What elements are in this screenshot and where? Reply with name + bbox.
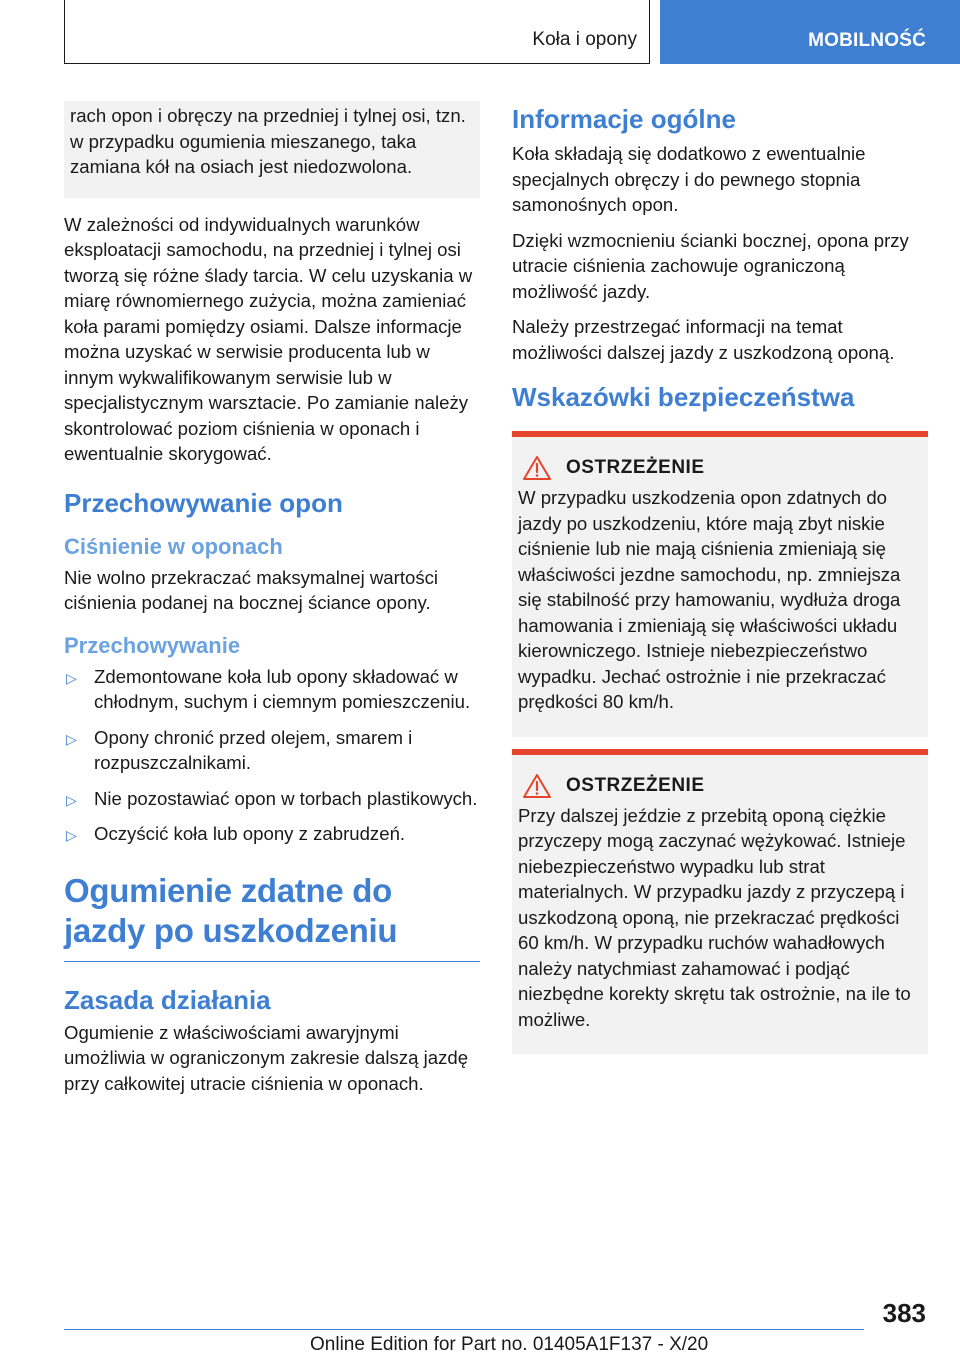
intro-paragraph: W zależności od indywidualnych warunków eksploatacji samochodu, na przedniej i tylnej osi tworzą się różne ślady tarcia. W celu uzyskania w miarę równomiernego zużycia, można zamieniać koła parami pomiędzy osiami. Dalsze informacje można uzyskać w serwisie producenta lub w innym wykwalifikowanym serwisie lub w specjalistycznym warsztacie. Po zamianie należy skontrolować poziom ciśnienia w oponach i ewentualnie skorygować. (64, 213, 473, 464)
warning-box-1 (512, 431, 928, 737)
warning-triangle-icon (522, 455, 552, 481)
triangle-bullet-icon: ▷ (66, 669, 77, 686)
list-item (64, 664, 480, 715)
pressure-heading: Ciśnienie w oponach (64, 533, 283, 559)
storage-bullet-list (64, 664, 480, 847)
warning-text: W przypadku uszkodzenia opon zdatnych do jazdy po uszkodzeniu, które mają zbyt niskie ciśnienie lub nie mają ciśnienia zmieniają się właściwości jezdne samochodu, np. zmniejsza się stabilność przy hamowaniu, wydłuża droga hamowania i zmieniają się właściwości układu kierowniczego. Istnieje niebezpieczeństwo wypadku. Jechać ostrożnie i nie przekraczać prędkości 80 km/h. (518, 487, 901, 712)
principle-heading: Zasada działania (64, 984, 271, 1015)
pressure-paragraph: Nie wolno przekraczać maksymalnej wartości ciśnienia podanej na bocznej ściance opony. (64, 566, 439, 613)
storage-heading: Przechowywanie opon (64, 487, 343, 518)
list-item-text: Nie pozostawiać opon w torbach plastikowych. (94, 787, 478, 809)
general-paragraph-1: Koła składają się dodatkowo z ewentualnie specjalnych obręczy i do pewnego stopnia samonośnych opon. (512, 143, 866, 215)
continued-note-text: rach opon i obręczy na przedniej i tylnej osi, tzn. w przypadku ogumienia mieszanego, taka zamiana kół na osiach jest niedozwolona. (70, 105, 466, 177)
heading-divider (64, 961, 480, 962)
warning-header (518, 773, 922, 799)
header-chapter-label: MOBILNOŚĆ (808, 30, 926, 51)
general-heading: Informacje ogólne (512, 104, 736, 134)
page-number: 383 (882, 1298, 926, 1328)
header-section-box (64, 0, 650, 64)
header-section-title: Koła i opony (532, 29, 637, 50)
right-column (512, 101, 928, 1066)
header-chapter-tab[interactable] (660, 0, 960, 64)
general-paragraph-2: Dzięki wzmocnieniu ścianki bocznej, opona przy utracie ciśnienia zachowuje ograniczoną możliwość jazdy. (512, 229, 909, 302)
footer-edition-text: Online Edition for Part no. 01405A1F137 - X/20 (310, 1334, 709, 1355)
triangle-bullet-icon: ▷ (66, 827, 77, 843)
runflat-heading: Ogumienie zdatne do jazdy po uszkodzeniu (64, 871, 398, 949)
list-item (64, 725, 480, 776)
warning-header (518, 455, 922, 481)
warning-box-2 (512, 749, 928, 1055)
warning-triangle-icon (522, 773, 552, 799)
principle-paragraph: Ogumienie z właściwościami awaryjnymi umożliwia w ograniczonym zakresie dalszą jazdę przy całkowitej utracie ciśnienia w oponach. (64, 1021, 469, 1094)
list-item (64, 821, 480, 847)
list-item-text: Zdemontowane koła lub opony składować w chłodnym, suchym i ciemnym pomieszczeniu. (94, 665, 471, 712)
footer-divider (64, 1329, 864, 1330)
list-item-text: Oczyścić koła lub opony z zabrudzeń. (94, 823, 406, 844)
list-item (64, 786, 480, 812)
warning-title: OSTRZEŻENIE (566, 457, 705, 478)
triangle-bullet-icon: ▷ (66, 791, 77, 808)
triangle-bullet-icon: ▷ (66, 730, 77, 747)
safety-heading: Wskazówki bezpieczeństwa (512, 382, 855, 412)
warning-text: Przy dalszej jeździe z przebitą oponą ciężkie przyczepy mogą zaczynać wężykować. Istnieje niebezpieczeństwo wypadku lub strat materialnych. W przypadku jazdy z przyczepą i uszkodzoną oponą, nie przekraczać prędkości 60 km/h. W przypadku ruchów wahadłowych należy natychmiast zahamować i podjąć niezbędne korekty skrętu tak ostrożnie, na ile to możliwe. (518, 804, 911, 1030)
list-item-text: Opony chronić przed olejem, smarem i rozpuszczalnikami. (94, 726, 413, 773)
storage-subheading: Przechowywanie (64, 632, 241, 658)
warning-title: OSTRZEŻENIE (566, 774, 705, 796)
general-paragraph-3: Należy przestrzegać informacji na temat możliwości dalszej jazdy z uszkodzoną oponą. (512, 316, 895, 363)
left-column (64, 101, 480, 1106)
continued-note-box (64, 101, 480, 198)
